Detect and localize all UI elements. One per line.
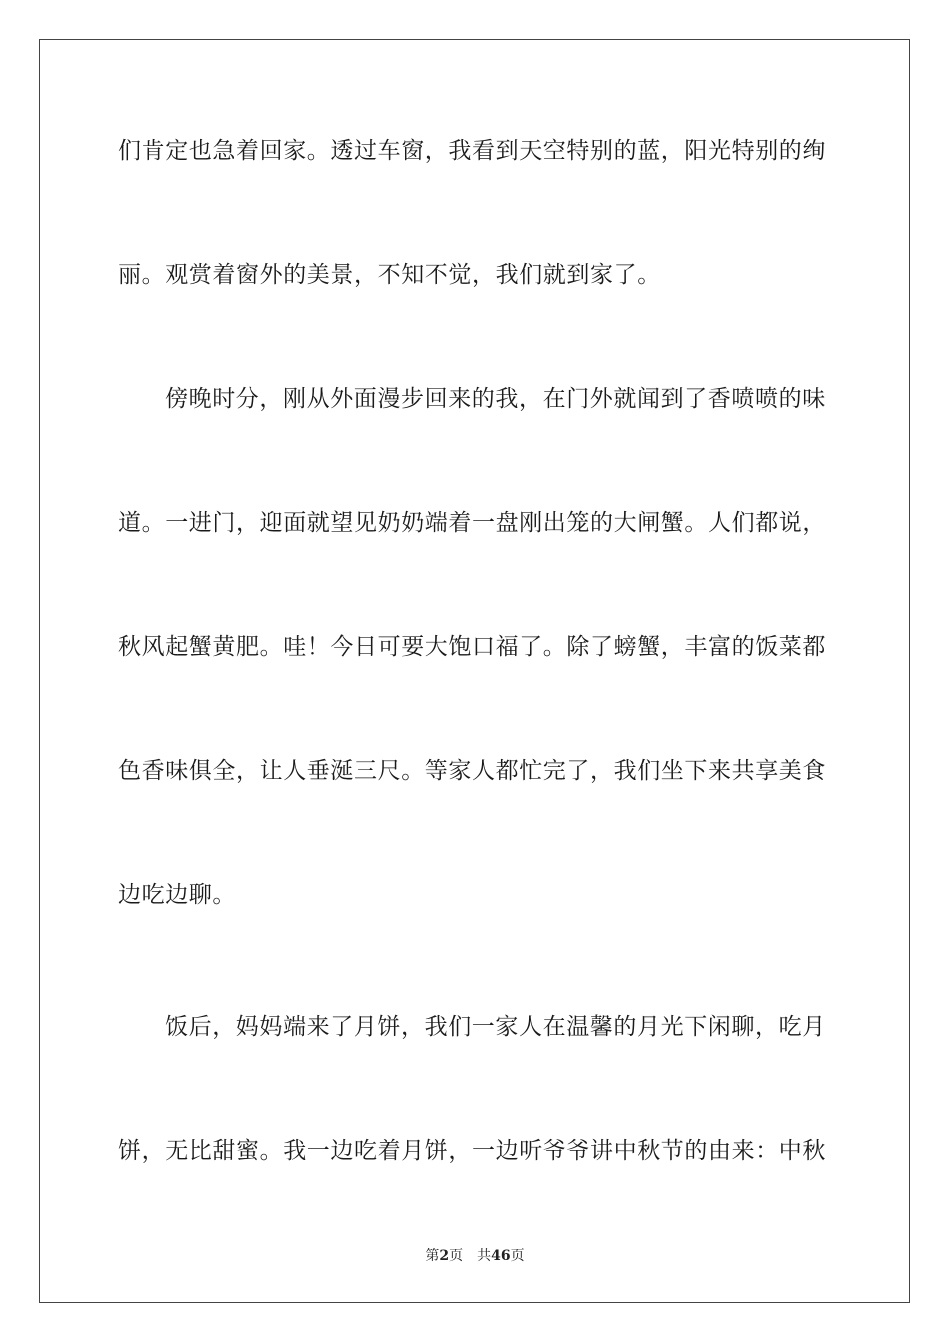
page-suffix: 页 — [449, 1248, 464, 1264]
text-line: 边吃边聊。 — [118, 882, 236, 908]
paragraph-start-line: 饭后，妈妈端来了月饼，我们一家人在温馨的月光下闲聊，吃月 — [165, 1014, 826, 1040]
text-line: 道。一进门，迎面就望见奶奶端着一盘刚出笼的大闸蟹。人们都说， — [118, 510, 826, 536]
text-line: 们肯定也急着回家。透过车窗，我看到天空特别的蓝，阳光特别的绚 — [118, 138, 826, 164]
page-footer — [0, 1247, 950, 1265]
page-prefix: 第 — [425, 1248, 440, 1264]
paragraph-start-line: 傍晚时分，刚从外面漫步回来的我，在门外就闻到了香喷喷的味 — [165, 386, 826, 412]
total-prefix: 共 — [477, 1248, 492, 1264]
page-number: 2 — [439, 1248, 450, 1264]
total-pages: 46 — [491, 1248, 511, 1264]
total-suffix: 页 — [510, 1248, 525, 1264]
text-line: 秋风起蟹黄肥。哇！今日可要大饱口福了。除了螃蟹，丰富的饭菜都 — [118, 634, 826, 660]
text-line: 色香味俱全，让人垂涎三尺。等家人都忙完了，我们坐下来共享美食 — [118, 758, 826, 784]
text-line: 丽。观赏着窗外的美景，不知不觉，我们就到家了。 — [118, 262, 661, 288]
text-line: 饼，无比甜蜜。我一边吃着月饼，一边听爷爷讲中秋节的由来：中秋 — [118, 1138, 826, 1164]
page-border — [39, 39, 910, 1303]
